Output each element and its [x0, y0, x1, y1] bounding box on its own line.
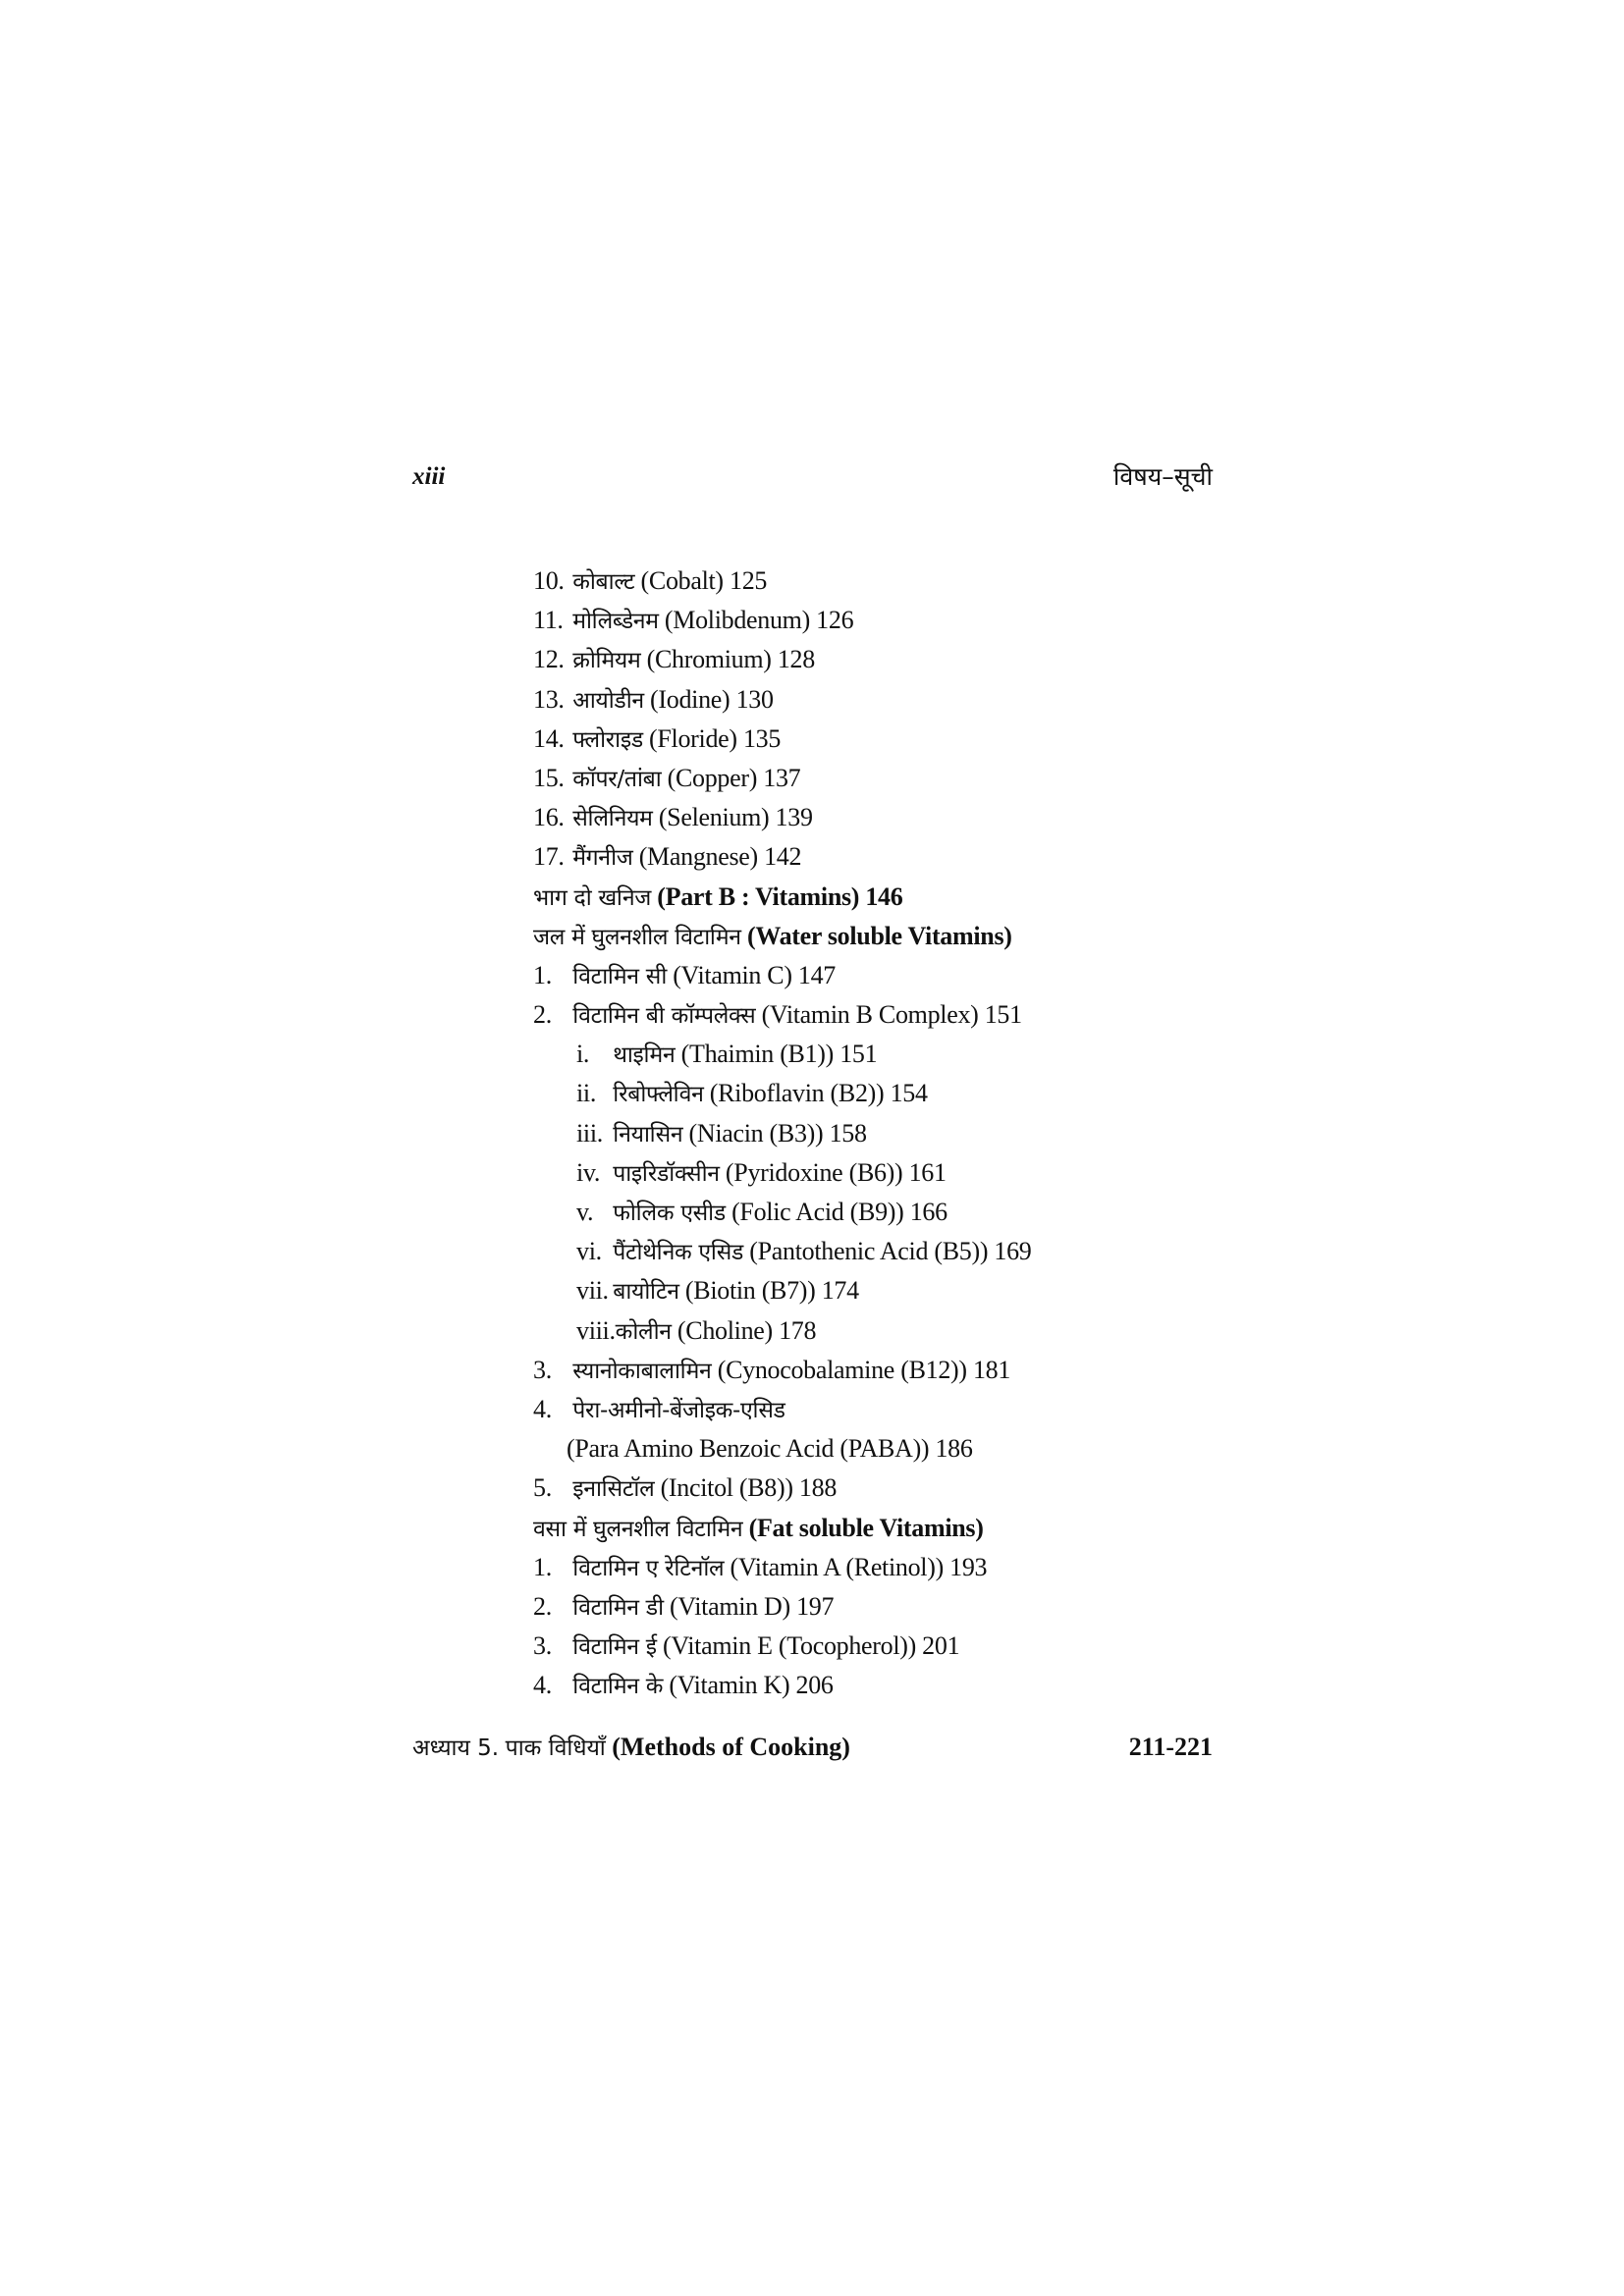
entry-number: 4. — [533, 1394, 552, 1423]
section-hindi-title: भाग दो खनिज — [533, 884, 652, 911]
toc-subentry-pantothenic-acid — [533, 1232, 1220, 1271]
toc-subentry-choline — [533, 1311, 1220, 1351]
chapter-english-title: (Methods of Cooking) — [612, 1733, 850, 1761]
toc-entry-cobalt — [533, 561, 1220, 601]
subentry-number: i. — [576, 1040, 590, 1069]
page-header — [412, 459, 1213, 499]
entry-hindi-title: बायोटिन — [613, 1279, 679, 1306]
entry-hindi-title: मैंगनीज — [572, 845, 633, 872]
entry-hindi-title: विटामिन बी कॉम्पलेक्स — [572, 1003, 756, 1030]
entry-hindi-title: नियासिन — [613, 1121, 683, 1148]
toc-entry-vitamin-e — [533, 1627, 1220, 1666]
subentry-number: vi. — [576, 1237, 602, 1266]
entry-english-title: (Thaimin (B1)) 151 — [680, 1040, 878, 1069]
entry-hindi-title: सेलिनियम — [572, 806, 653, 832]
section-heading-fat-soluble — [533, 1509, 1220, 1548]
entry-hindi-title: कोलीन — [615, 1318, 672, 1345]
entry-hindi-title: कॉपर/तांबा — [572, 766, 662, 792]
entry-hindi-title: विटामिन सी — [572, 963, 667, 989]
entry-number: 3. — [533, 1355, 552, 1384]
chapter-label: अध्याय 5. — [412, 1735, 500, 1761]
entry-hindi-title: विटामिन के — [572, 1674, 664, 1700]
section-heading-part-b — [533, 878, 1220, 917]
entry-english-title: (Biotin (B7)) 174 — [684, 1276, 859, 1306]
entry-hindi-title: पैंटोथेनिक एसिड — [613, 1240, 744, 1266]
entry-english-title: (Molibdenum) 126 — [664, 606, 854, 635]
entry-number: 14. — [533, 723, 565, 753]
entry-number: 2. — [533, 1000, 552, 1030]
entry-hindi-title: क्रोमियम — [572, 648, 641, 674]
entry-hindi-title: आयोडीन — [572, 687, 644, 714]
toc-entry-vitamin-b-complex — [533, 995, 1220, 1035]
entry-english-title: (Vitamin A (Retinol)) 193 — [730, 1552, 988, 1581]
entry-english-title: (Vitamin B Complex) 151 — [761, 1000, 1022, 1030]
toc-entry-incitol — [533, 1468, 1220, 1508]
chapter-entry-methods-of-cooking — [412, 1727, 1213, 1768]
entry-english-title: (Mangnese) 142 — [638, 842, 802, 872]
entry-english-title: (Folic Acid (B9)) 166 — [731, 1198, 947, 1226]
toc-entry-copper — [533, 759, 1220, 798]
running-head: विषय–सूची — [1112, 462, 1213, 491]
entry-english-title: (Choline) 178 — [677, 1315, 817, 1345]
entry-number: 12. — [533, 645, 565, 674]
table-of-contents — [533, 561, 1220, 1705]
entry-hindi-title: इनासिटॉल — [572, 1476, 655, 1503]
entry-hindi-title: फ्लोराइड — [572, 726, 643, 753]
entry-english-title: (Pantothenic Acid (B5)) 169 — [749, 1237, 1032, 1266]
entry-hindi-title: स्यानोकाबालामिन — [572, 1358, 712, 1384]
toc-entry-paba-continued — [533, 1429, 1220, 1468]
toc-subentry-pyridoxine — [533, 1153, 1220, 1193]
subentry-number: vii. — [576, 1276, 609, 1306]
entry-english-title: (Selenium) 139 — [658, 803, 813, 832]
chapter-hindi-title: पाक विधियाँ — [505, 1735, 606, 1761]
subentry-number: ii. — [576, 1079, 597, 1108]
toc-entry-cynocobalamine — [533, 1351, 1220, 1390]
subentry-number: iv. — [576, 1157, 601, 1187]
entry-number: 17. — [533, 842, 565, 872]
subentry-number: viii. — [576, 1315, 616, 1345]
entry-number: 10. — [533, 566, 565, 595]
entry-hindi-title: रिबोफ्लेविन — [613, 1082, 704, 1108]
entry-english-title: (Vitamin E (Tocopherol)) 201 — [662, 1631, 960, 1661]
toc-entry-vitamin-d — [533, 1587, 1220, 1627]
toc-entry-paba — [533, 1390, 1220, 1429]
toc-subentry-biotin — [533, 1271, 1220, 1310]
entry-hindi-title: मोलिब्डेनम — [572, 609, 659, 635]
entry-english-title: (Cobalt) 125 — [640, 566, 768, 595]
subentry-number: v. — [576, 1198, 594, 1226]
toc-subentry-folic-acid — [533, 1193, 1220, 1232]
entry-number: 1. — [533, 960, 552, 989]
toc-entry-molibdenum — [533, 601, 1220, 640]
toc-entry-floride — [533, 720, 1220, 759]
toc-entry-vitamin-c — [533, 956, 1220, 995]
section-english-title: (Part B : Vitamins) 146 — [657, 881, 903, 911]
toc-entry-chromium — [533, 640, 1220, 679]
entry-hindi-title: पाइरिडॉक्सीन — [613, 1160, 720, 1187]
entry-english-title: (Floride) 135 — [649, 723, 782, 753]
entry-english-title: (Cynocobalamine (B12)) 181 — [717, 1355, 1011, 1384]
entry-english-title: (Vitamin C) 147 — [673, 960, 837, 989]
subentry-number: iii. — [576, 1118, 603, 1148]
toc-entry-vitamin-a — [533, 1548, 1220, 1587]
entry-hindi-title: विटामिन ई — [572, 1634, 657, 1661]
entry-hindi-title: विटामिन ए रेटिनॉल — [572, 1555, 725, 1581]
entry-number: 4. — [533, 1671, 552, 1700]
toc-subentry-riboflavin — [533, 1074, 1220, 1113]
toc-entry-vitamin-k — [533, 1666, 1220, 1705]
entry-hindi-title: विटामिन डी — [572, 1594, 664, 1621]
entry-english-title: (Copper) 137 — [667, 763, 801, 792]
entry-english-title: (Incitol (B8)) 188 — [660, 1473, 838, 1503]
entry-english-title: (Vitamin D) 197 — [669, 1591, 835, 1621]
entry-number: 16. — [533, 803, 565, 832]
page-number: xiii — [412, 463, 446, 490]
entry-english-title: (Pyridoxine (B6)) 161 — [725, 1157, 947, 1187]
entry-number: 1. — [533, 1552, 552, 1581]
entry-english-title: (Iodine) 130 — [650, 684, 774, 714]
entry-english-title: (Riboflavin (B2)) 154 — [709, 1079, 928, 1108]
section-english-title: (Water soluble Vitamins) — [746, 921, 1012, 950]
toc-subentry-niacin — [533, 1114, 1220, 1153]
entry-english-title: (Vitamin K) 206 — [669, 1671, 834, 1700]
section-heading-water-soluble — [533, 917, 1220, 956]
toc-subentry-thaimin — [533, 1035, 1220, 1074]
entry-number: 3. — [533, 1631, 552, 1661]
entry-english-title: (Chromium) 128 — [646, 645, 815, 674]
entry-number: 2. — [533, 1591, 552, 1621]
section-hindi-title: वसा में घुलनशील विटामिन — [533, 1516, 743, 1542]
entry-hindi-title: पेरा-अमीनो-बेंजोइक-एसिड — [572, 1397, 785, 1423]
toc-entry-selenium — [533, 798, 1220, 837]
chapter-page-range: 211-221 — [1128, 1733, 1213, 1761]
entry-english-title: (Para Amino Benzoic Acid (PABA)) 186 — [567, 1434, 973, 1464]
entry-number: 15. — [533, 763, 565, 792]
entry-number: 5. — [533, 1473, 552, 1503]
entry-number: 13. — [533, 684, 565, 714]
entry-number: 11. — [533, 606, 564, 635]
section-hindi-title: जल में घुलनशील विटामिन — [533, 924, 741, 950]
toc-entry-iodine — [533, 680, 1220, 720]
entry-hindi-title: थाइमिन — [613, 1042, 676, 1069]
toc-entry-mangnese — [533, 837, 1220, 877]
entry-english-title: (Niacin (B3)) 158 — [688, 1118, 867, 1148]
entry-hindi-title: कोबाल्ट — [572, 569, 635, 595]
entry-hindi-title: फोलिक एसीड — [613, 1201, 726, 1226]
section-english-title: (Fat soluble Vitamins) — [748, 1513, 984, 1542]
